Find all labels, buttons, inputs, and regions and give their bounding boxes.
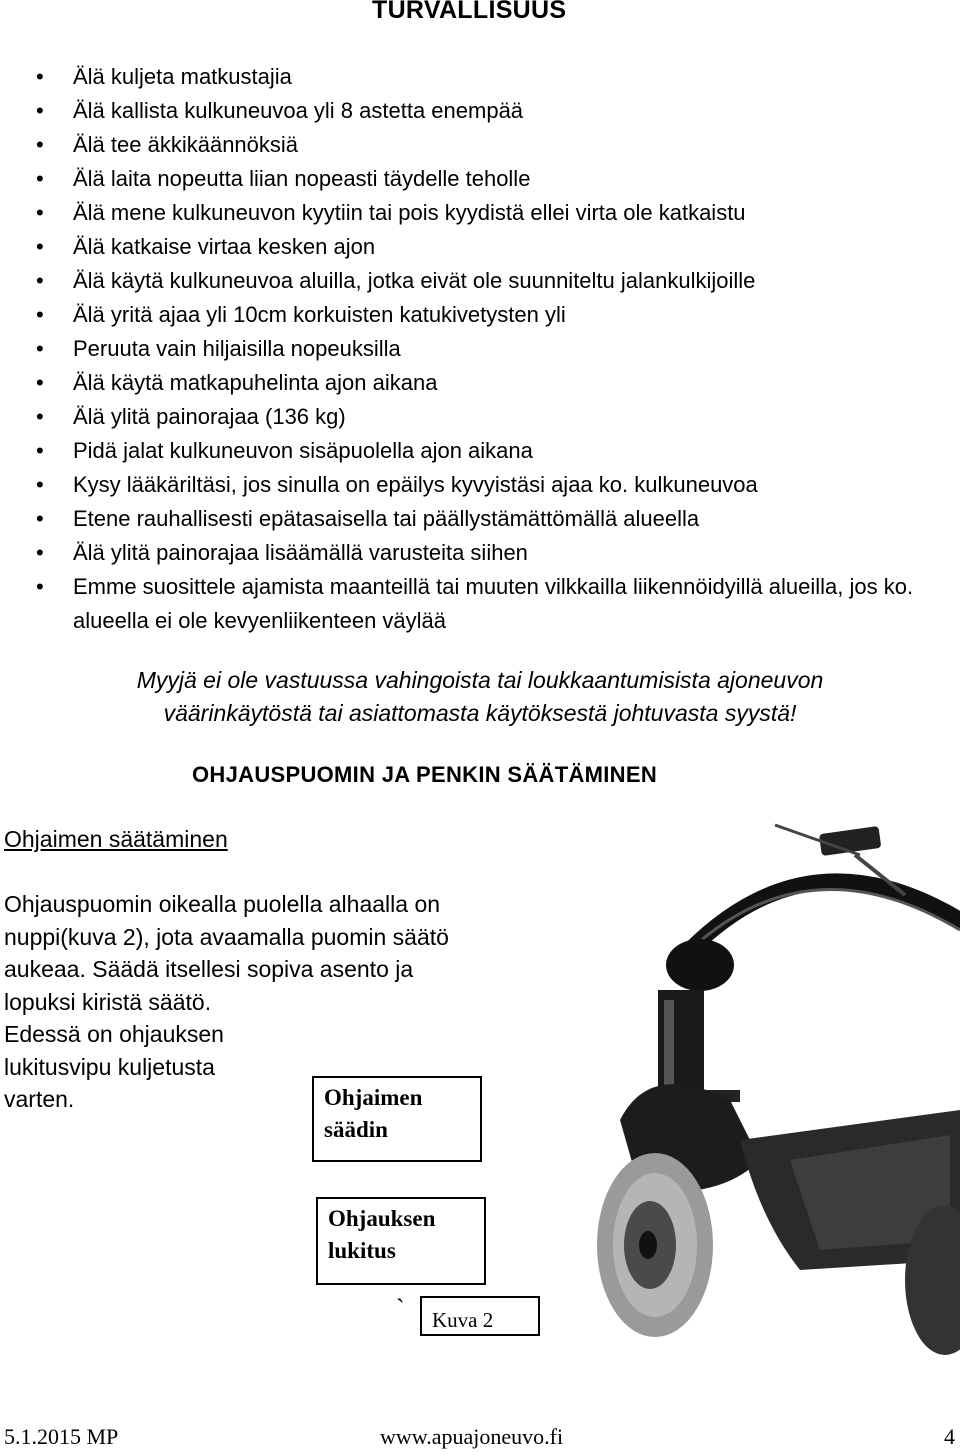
list-item: • Älä ylitä painorajaa lisäämällä varusteita siihen xyxy=(36,536,946,570)
paragraph-line: lopuksi kiristä säätö. xyxy=(4,988,212,1015)
page-title: TURVALLISUUS xyxy=(372,0,567,24)
section-title: OHJAUSPUOMIN JA PENKIN SÄÄTÄMINEN xyxy=(192,762,658,787)
list-item: • Älä ylitä painorajaa (136 kg) xyxy=(36,400,946,434)
list-item: • Etene rauhallisesti epätasaisella tai päällystämättömällä alueella xyxy=(36,502,946,536)
list-item: • Älä käytä matkapuhelinta ajon aikana xyxy=(36,366,946,400)
steering-lock-callout xyxy=(316,1197,486,1285)
paragraph-line: nuppi(kuva 2), jota avaamalla puomin säätö xyxy=(4,923,449,950)
list-item: • Älä yritä ajaa yli 10cm korkuisten katukivetysten yli xyxy=(36,298,946,332)
list-item: • Emme suosittele ajamista maanteillä tai muuten vilkkailla liikennöidyillä alueilla, jos ko. alueella ei ole kevyenliikenteen väylää xyxy=(36,570,946,638)
paragraph-line: Ohjauspuomin oikealla puolella alhaalla on xyxy=(4,891,441,917)
callout-line: lukitus xyxy=(328,1238,396,1263)
liability-disclaimer xyxy=(0,664,960,730)
paragraph-line: lukitusvipu kuljetusta xyxy=(4,1053,215,1080)
list-item: • Älä tee äkkikäännöksiä xyxy=(36,128,946,162)
scooter-photo xyxy=(560,800,960,1360)
footer-website: www.apuajoneuvo.fi xyxy=(380,1424,564,1449)
list-item: • Älä laita nopeutta liian nopeasti täydelle teholle xyxy=(36,162,946,196)
list-item: • Älä katkaise virtaa kesken ajon xyxy=(36,230,946,264)
disclaimer-line: väärinkäytöstä tai asiattomasta käytöksestä johtuvasta syystä! xyxy=(163,700,797,726)
list-item: • Kysy lääkäriltäsi, jos sinulla on epäilys kyvyistäsi ajaa ko. kulkuneuvoa xyxy=(36,468,946,502)
callout-line: säädin xyxy=(324,1117,388,1142)
list-item: • Älä käytä kulkuneuvoa aluilla, jotka eivät ole suunniteltu jalankulkijoille xyxy=(36,264,946,298)
list-item: • Älä mene kulkuneuvon kyytiin tai pois kyydistä ellei virta ole katkaistu xyxy=(36,196,946,230)
paragraph-line: aukeaa. Säädä itsellesi sopiva asento ja xyxy=(4,956,414,982)
safety-rules-list xyxy=(36,60,946,638)
tick-mark: ` xyxy=(396,1294,405,1323)
sub-title: Ohjaimen säätäminen xyxy=(4,826,228,852)
footer-date: 5.1.2015 MP xyxy=(4,1424,119,1449)
figure-caption: Kuva 2 xyxy=(420,1296,540,1336)
list-item: • Älä kuljeta matkustajia xyxy=(36,60,946,94)
disclaimer-line: Myyjä ei ole vastuussa vahingoista tai loukkaantumisista ajoneuvon xyxy=(136,667,824,693)
list-item: • Pidä jalat kulkuneuvon sisäpuolella ajon aikana xyxy=(36,434,946,468)
list-item: • Älä kallista kulkuneuvoa yli 8 astetta enempää xyxy=(36,94,946,128)
list-item: • Peruuta vain hiljaisilla nopeuksilla xyxy=(36,332,946,366)
callout-line: Ohjauksen xyxy=(328,1206,436,1231)
paragraph-line: varten. xyxy=(4,1086,75,1112)
page-number: 4 xyxy=(944,1424,955,1449)
paragraph-line: Edessä on ohjauksen xyxy=(4,1021,224,1047)
steering-adjuster-callout xyxy=(312,1076,482,1162)
callout-line: Ohjaimen xyxy=(324,1085,423,1110)
